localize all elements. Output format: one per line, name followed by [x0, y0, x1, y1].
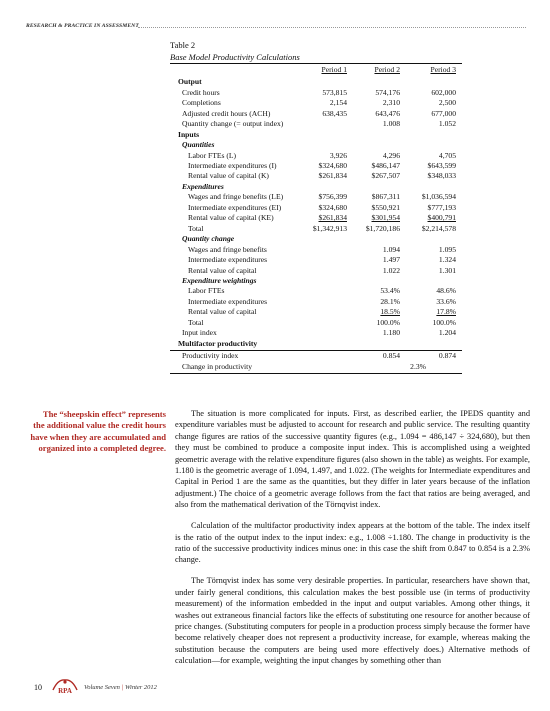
paragraph: Calculation of the multifactor productivity index appears at the bottom of the table. The index itself is the ratio of the output index to the input index: e.g., 1.008 ÷1.180. The change in productivity is the ratio of the successive productivity indices minus one: in this case the shift from 0.847 to 0.854 is a 2.3% change.	[175, 521, 530, 565]
table-inner-rule	[170, 350, 462, 351]
journal-name: RESEARCH & PRACTICE IN ASSESSMENT	[26, 23, 139, 29]
row-label: Expenditure weightings	[182, 275, 257, 285]
table-cell: 1.204	[438, 328, 456, 338]
table-cell: $1,036,594	[421, 192, 456, 202]
table-cell: $2,214,578	[421, 223, 456, 233]
table-row	[170, 255, 462, 266]
table-row	[170, 328, 462, 339]
row-label: Multifactor productivity	[178, 338, 258, 348]
svg-text:RPA: RPA	[58, 687, 72, 695]
table-cell: 17.8%	[436, 307, 456, 317]
table-cell: $777,193	[427, 202, 456, 212]
season-label: Winter 2012	[124, 684, 157, 691]
table-row	[170, 171, 462, 182]
table-row	[170, 276, 462, 287]
row-label: Adjusted credit hours (ACH)	[182, 108, 271, 118]
table-cell: 2.3%	[410, 361, 426, 371]
table-cell: 18.5%	[380, 307, 400, 317]
row-label: Total	[188, 317, 204, 327]
row-label: Expenditures	[182, 181, 224, 191]
table-cell: 1.180	[382, 328, 400, 338]
row-label: Rental value of capital (K)	[188, 171, 269, 181]
table-cell: $550,921	[371, 202, 400, 212]
table-row	[170, 161, 462, 172]
table-row	[170, 182, 462, 193]
table-cell: $1,342,913	[312, 223, 347, 233]
row-label: Input index	[182, 328, 217, 338]
row-label: Credit hours	[182, 87, 220, 97]
table-row	[170, 109, 462, 120]
table-cell: 643,476	[375, 108, 400, 118]
body-text	[175, 408, 530, 676]
table-cell: $643,599	[427, 161, 456, 170]
table-cell: 2,500	[438, 98, 456, 108]
table-header-row	[170, 65, 462, 76]
row-label: Output	[178, 77, 202, 87]
table-cell: 53.4%	[380, 286, 400, 296]
running-header	[26, 23, 526, 31]
table-row	[170, 318, 462, 329]
volume-separator: |	[121, 684, 124, 691]
table-row	[170, 351, 462, 362]
table-cell: $261,834	[318, 171, 347, 181]
table-row	[170, 286, 462, 297]
table-cell: $301,954	[371, 213, 400, 223]
table-cell: $867,311	[371, 192, 400, 202]
table-cell: $756,399	[318, 192, 347, 202]
table-cell: 33.6%	[436, 296, 456, 306]
row-label: Change in productivity	[182, 361, 253, 371]
column-header: Period 1	[321, 65, 347, 74]
table-row	[170, 140, 462, 151]
table-cell: 4,705	[438, 150, 456, 160]
table-cell: 2,154	[329, 98, 347, 108]
table-cell: $267,507	[371, 171, 400, 181]
volume-info	[84, 684, 157, 691]
row-label: Quantities	[182, 140, 215, 150]
header-dotted-rule	[138, 27, 526, 28]
table-cell: 3,926	[329, 150, 347, 160]
page-number: 10	[34, 683, 42, 692]
column-header: Period 3	[430, 65, 456, 74]
table-cell: 48.6%	[436, 286, 456, 296]
table-cell: $348,033	[427, 171, 456, 181]
table-cell: 638,435	[322, 108, 347, 118]
table-cell: 1.324	[438, 255, 456, 265]
table-row	[170, 98, 462, 109]
row-label: Rental value of capital	[188, 307, 257, 317]
table-cell: 4,296	[382, 150, 400, 160]
table-row	[170, 362, 462, 373]
column-header: Period 2	[374, 65, 400, 74]
table-row	[170, 245, 462, 256]
table-cell: 0.854	[382, 351, 400, 361]
table-row	[170, 151, 462, 162]
table-cell: $324,680	[318, 202, 347, 212]
table-cell: $1,720,186	[365, 223, 400, 233]
table-cell: 1.022	[382, 265, 400, 275]
table-title: Table 2	[170, 40, 196, 50]
row-label: Inputs	[178, 129, 200, 139]
table-row	[170, 88, 462, 99]
table-row	[170, 130, 462, 141]
row-label: Wages and fringe benefits	[188, 244, 267, 254]
table-row	[170, 203, 462, 214]
table-cell: 0.874	[438, 351, 456, 361]
table-row	[170, 266, 462, 277]
table-top-rule	[170, 63, 462, 64]
table-bottom-rule	[170, 373, 462, 374]
table-cell: 1.094	[382, 244, 400, 254]
paragraph: The situation is more complicated for inputs. First, as described earlier, the IPEDS quantity and expenditure variables must be adjusted to account for research and public service. The resulting quantity change figures are ratios of the successive quantity figures (e.g., 1.094 = 486,147 ÷ 324,680), but then they must be combined to produce a composite input index. This is accomplished using a weighted geometric average with the relative expenditure figures (also shown in the table) as weights. For example, 1.180 is the geometric average of 1.094, 1.497, and 1.022. (The weights for Intermediate expenditures and Capital in Period 1 are the same as the quantities, but they differ in later years because of the inflation adjustment.) The choice of a geometric average follows from the fact that ratios are being averaged, and also from the mathematical derivation of the Törnqvist index.	[175, 409, 530, 510]
table-row	[170, 119, 462, 130]
row-label: Intermediate expenditures (I)	[188, 161, 277, 170]
row-label: Labor FTEs (L)	[188, 150, 237, 160]
row-label: Quantity change (= output index)	[182, 119, 284, 129]
table-cell: 2,310	[382, 98, 400, 108]
table-cell: 602,000	[431, 87, 456, 97]
table-subtitle: Base Model Productivity Calculations	[170, 52, 300, 62]
table-row	[170, 234, 462, 245]
row-label: Intermediate expenditures	[188, 255, 268, 265]
table-cell: 28.1%	[380, 296, 400, 306]
table-row	[170, 224, 462, 235]
table-cell: 1.008	[382, 119, 400, 129]
row-label: Rental value of capital	[188, 265, 257, 275]
rpa-logo-icon	[50, 677, 80, 695]
table-row	[170, 339, 462, 350]
page-footer	[34, 681, 234, 695]
table-row	[170, 307, 462, 318]
table-row	[170, 77, 462, 88]
table-cell: 573,815	[322, 87, 347, 97]
table-cell: 1.095	[438, 244, 456, 254]
row-label: Labor FTEs	[188, 286, 225, 296]
table-cell: 677,000	[431, 108, 456, 118]
table-row	[170, 213, 462, 224]
table-cell: 1.301	[438, 265, 456, 275]
table-cell: $400,791	[427, 213, 456, 223]
pull-quote: The “sheepskin effect” represents the additional value the credit hours have when they are accumulated and organized into a completed degree.	[30, 409, 166, 453]
row-label: Wages and fringe benefits (LE)	[188, 192, 284, 202]
paragraph: The Törnqvist index has some very desirable properties. In particular, researchers have shown that, under fairly general conditions, this calculation makes the best possible use (in terms of productivity measurement) of the information embedded in the input and output variables. Among other things, it washes out extraneous financial factors like the effects of substituting one resource for another because of price changes. (Substituting computers for people in a production process simply because the former have become relatively cheaper does not represent a productivity increase, for example, whereas making the substitution because the computers are being used more effectively does.) Alternative methods of calculation—for example, weighting the input changes by something other than	[175, 576, 530, 666]
table-cell: $261,834	[318, 213, 347, 223]
table-cell: $486,147	[371, 161, 400, 170]
volume-label: Volume Seven	[84, 684, 120, 691]
row-label: Rental value of capital (KE)	[188, 213, 274, 223]
row-label: Productivity index	[182, 351, 239, 361]
table-cell: 1.052	[438, 119, 456, 129]
row-label: Completions	[182, 98, 221, 108]
table-row	[170, 192, 462, 203]
row-label: Intermediate expenditures	[188, 296, 268, 306]
row-label: Intermediate expenditures (EI)	[188, 202, 282, 212]
row-label: Total	[188, 223, 204, 233]
row-label: Quantity change	[182, 234, 235, 244]
table-cell: 100.0%	[432, 317, 456, 327]
table-cell: 1.497	[382, 255, 400, 265]
table-row	[170, 297, 462, 308]
table-cell: 100.0%	[376, 317, 400, 327]
table-cell: 574,176	[375, 87, 400, 97]
table-cell: $324,680	[318, 161, 347, 170]
